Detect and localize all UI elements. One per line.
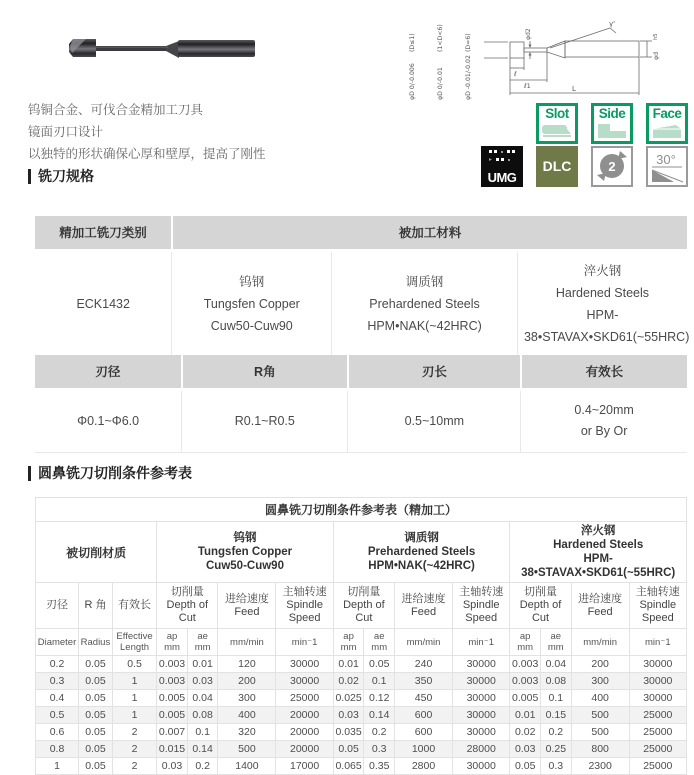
material-zh: 调质钢 bbox=[405, 274, 444, 289]
cutting-data-cell: 1 bbox=[36, 758, 79, 775]
cutting-data-cell: 500 bbox=[571, 707, 629, 724]
col-depth-of-cut: 切削量 Depth of Cut bbox=[510, 583, 571, 629]
col-spindle-speed: 主轴转速 Spindle Speed bbox=[276, 583, 333, 629]
unit-speed: min⁻1 bbox=[453, 629, 510, 656]
table1-header-type: 精加工铣刀类别 bbox=[35, 216, 172, 250]
ct-title-row bbox=[36, 498, 687, 522]
cutting-data-cell: 0.4 bbox=[36, 690, 79, 707]
edge-diameter-range: Φ0.1~Φ6.0 bbox=[35, 389, 182, 452]
cutting-data-row bbox=[36, 656, 687, 673]
cutting-data-cell: 30000 bbox=[453, 724, 510, 741]
cutting-data-cell: 0.02 bbox=[333, 673, 364, 690]
edge-length-range: 0.5~10mm bbox=[348, 389, 521, 452]
cutting-data-cell: 0.08 bbox=[541, 673, 572, 690]
cutting-data-cell: 30000 bbox=[629, 673, 686, 690]
overall-length-label: L bbox=[572, 85, 576, 93]
cutting-data-cell: 0.05 bbox=[79, 758, 113, 775]
cutting-data-row bbox=[36, 690, 687, 707]
workpiece-material-header: 被切削材质 bbox=[36, 522, 157, 583]
cutting-data-cell: 0.003 bbox=[157, 673, 188, 690]
material-group-header: 调质钢 Prehardened Steels HPM•NAK(~42HRC) bbox=[333, 522, 510, 583]
umg-pattern-icon bbox=[481, 146, 523, 166]
cutting-data-cell: 0.08 bbox=[187, 707, 218, 724]
unit-speed: min⁻1 bbox=[629, 629, 686, 656]
col-radius-en: Radius bbox=[79, 629, 113, 656]
cutting-data-cell: 0.03 bbox=[333, 707, 364, 724]
cutting-data-cell: 0.05 bbox=[79, 656, 113, 673]
col-depth-of-cut: 切削量 Depth of Cut bbox=[333, 583, 394, 629]
tolerance-note-1: (D≤1) bbox=[409, 33, 416, 52]
cutting-data-cell: 0.035 bbox=[333, 724, 364, 741]
effective-length-line1: 0.4~20mm bbox=[574, 403, 634, 417]
badge-side bbox=[591, 103, 633, 144]
material-group-header: 钨钢 Tungsfen Copper Cuw50-Cuw90 bbox=[157, 522, 334, 583]
material-grade: HPM-38•STAVAX•SKD61(~55HRC) bbox=[523, 307, 690, 344]
cutting-data-cell: 0.6 bbox=[36, 724, 79, 741]
cutting-data-cell: 25000 bbox=[629, 707, 686, 724]
cutting-data-cell: 0.5 bbox=[112, 656, 156, 673]
badge-angle-label: 30° bbox=[656, 152, 676, 167]
cutting-data-cell: 0.01 bbox=[187, 656, 218, 673]
cutting-data-cell: 400 bbox=[571, 690, 629, 707]
cutting-data-cell: 30000 bbox=[276, 656, 333, 673]
cutting-data-cell: 0.05 bbox=[79, 724, 113, 741]
effective-length-range bbox=[521, 389, 687, 452]
col-feed: 进给速度 Feed bbox=[395, 583, 453, 629]
header-effective-length: 有效长 bbox=[521, 355, 687, 389]
material-en: Tungsfen Copper bbox=[203, 296, 300, 311]
badge-dlc-label: DLC bbox=[542, 158, 572, 174]
cutting-data-cell: 500 bbox=[218, 741, 276, 758]
cutting-data-cell: 300 bbox=[571, 673, 629, 690]
material-cell-3 bbox=[517, 250, 690, 356]
shank-outline bbox=[565, 41, 639, 57]
cutting-data-cell: 0.005 bbox=[157, 690, 188, 707]
material-zh: 钨钢 bbox=[239, 274, 265, 289]
tolerance-value-3: φD -0.01/-0.02 bbox=[465, 55, 472, 100]
cutting-data-cell: 0.02 bbox=[510, 724, 541, 741]
cutting-data-cell: 30000 bbox=[453, 707, 510, 724]
cutting-data-cell: 1 bbox=[112, 673, 156, 690]
cutter-head-outline bbox=[510, 42, 524, 58]
cutting-data-cell: 2 bbox=[112, 724, 156, 741]
cutting-data-cell: 0.003 bbox=[510, 656, 541, 673]
cutting-data-cell: 800 bbox=[571, 741, 629, 758]
cutting-data-cell: 200 bbox=[571, 656, 629, 673]
cutting-data-cell: 2 bbox=[112, 741, 156, 758]
cutting-data-cell: 30000 bbox=[453, 656, 510, 673]
cutting-data-cell: 0.005 bbox=[157, 707, 188, 724]
cutting-data-cell: 0.003 bbox=[157, 656, 188, 673]
technical-drawing bbox=[402, 8, 694, 106]
cutting-data-cell: 20000 bbox=[276, 724, 333, 741]
cutting-data-cell: 0.1 bbox=[541, 690, 572, 707]
effective-length-line2: or By Or bbox=[580, 424, 628, 438]
col-spindle-speed: 主轴转速 Spindle Speed bbox=[453, 583, 510, 629]
angle-30-icon bbox=[649, 149, 685, 184]
unit-speed: min⁻1 bbox=[276, 629, 333, 656]
badge-slot-label: Slot bbox=[545, 106, 569, 121]
cutting-data-cell: 0.25 bbox=[541, 741, 572, 758]
corner-radius-range: R0.1~R0.5 bbox=[182, 389, 348, 452]
unit-ae: ae mm bbox=[187, 629, 218, 656]
cutting-data-cell: 30000 bbox=[276, 673, 333, 690]
cutting-data-row bbox=[36, 673, 687, 690]
cutting-data-cell: 0.05 bbox=[79, 741, 113, 758]
tolerance-value-2: φD 0/-0.01 bbox=[437, 67, 444, 100]
cutting-data-cell: 30000 bbox=[453, 758, 510, 775]
cutting-data-cell: 17000 bbox=[276, 758, 333, 775]
cutting-data-cell: 30000 bbox=[629, 656, 686, 673]
cutting-data-cell: 350 bbox=[395, 673, 453, 690]
face-icon bbox=[651, 123, 683, 139]
cutting-data-cell: 600 bbox=[395, 707, 453, 724]
description-line: 以独特的形状确保心厚和壁厚，提高了刚性 bbox=[28, 147, 266, 161]
tolerance-note-3: (D=6) bbox=[465, 33, 472, 52]
cutting-data-cell: 300 bbox=[218, 690, 276, 707]
product-photo bbox=[60, 28, 260, 72]
badge-slot bbox=[536, 103, 578, 144]
neck-outline bbox=[524, 48, 547, 52]
cutting-data-cell: 0.8 bbox=[36, 741, 79, 758]
cutting-data-cell: 0.14 bbox=[187, 741, 218, 758]
cutting-data-cell: 0.03 bbox=[187, 673, 218, 690]
cutting-data-cell: 0.05 bbox=[364, 656, 395, 673]
cutting-data-cell: 0.03 bbox=[510, 741, 541, 758]
cutting-conditions-table bbox=[35, 497, 687, 775]
cutting-data-cell: 0.04 bbox=[541, 656, 572, 673]
table2-header-row bbox=[35, 355, 687, 389]
unit-ae: ae mm bbox=[364, 629, 395, 656]
badge-dlc bbox=[536, 146, 578, 187]
unit-ap: ap mm bbox=[157, 629, 188, 656]
cutting-data-row bbox=[36, 724, 687, 741]
cutting-data-cell: 0.065 bbox=[333, 758, 364, 775]
col-feed: 进给速度 Feed bbox=[218, 583, 276, 629]
cutting-data-cell: 2 bbox=[112, 758, 156, 775]
header-edge-length: 刃长 bbox=[348, 355, 521, 389]
cutting-data-cell: 0.05 bbox=[79, 673, 113, 690]
unit-ap: ap mm bbox=[510, 629, 541, 656]
shank-tolerance-label: h5 bbox=[653, 33, 659, 40]
unit-feed: mm/min bbox=[395, 629, 453, 656]
section-title-cutting: 圆鼻铣刀切削条件参考表 bbox=[28, 466, 192, 481]
cutting-data-cell: 0.2 bbox=[187, 758, 218, 775]
cutting-data-cell: 25000 bbox=[629, 758, 686, 775]
cutting-data-cell: 0.3 bbox=[364, 741, 395, 758]
badge-umg-label: UMG bbox=[487, 170, 517, 185]
cutting-data-cell: 0.35 bbox=[364, 758, 395, 775]
material-en: Hardened Steels bbox=[555, 285, 650, 300]
col-efflen-en: Effective Length bbox=[112, 629, 156, 656]
badge-face-label: Face bbox=[652, 106, 682, 121]
cutting-data-cell: 1000 bbox=[395, 741, 453, 758]
badge-flutes-label: 2 bbox=[608, 159, 616, 174]
cutting-data-cell: 0.05 bbox=[79, 690, 113, 707]
cutting-data-cell: 0.1 bbox=[187, 724, 218, 741]
cutting-data-cell: 0.3 bbox=[36, 673, 79, 690]
col-feed: 进给速度 Feed bbox=[571, 583, 629, 629]
taper-angle-label: γ' bbox=[609, 20, 616, 28]
cutting-data-cell: 0.05 bbox=[79, 707, 113, 724]
table1-body-row bbox=[35, 250, 687, 356]
cutter-type-table bbox=[35, 216, 690, 357]
material-grade: HPM•NAK(~42HRC) bbox=[367, 318, 482, 333]
side-icon bbox=[596, 123, 628, 139]
description-line: 镜面刃口设计 bbox=[28, 125, 104, 139]
badge-umg bbox=[481, 146, 523, 187]
flute-length-label: ℓ bbox=[514, 70, 517, 78]
cutting-data-cell: 0.03 bbox=[157, 758, 188, 775]
section-title-spec: 铣刀规格 bbox=[28, 169, 94, 184]
badge-flutes-2 bbox=[591, 146, 633, 187]
model-number: ECK1432 bbox=[35, 250, 172, 356]
tolerance-value-1: φD 0/-0.006 bbox=[409, 63, 416, 100]
cutting-data-cell: 0.3 bbox=[541, 758, 572, 775]
col-efflen-zh: 有效长 bbox=[112, 583, 156, 629]
col-diameter-zh: 刃径 bbox=[36, 583, 79, 629]
slot-icon bbox=[541, 123, 573, 139]
cutting-data-cell: 0.14 bbox=[364, 707, 395, 724]
cutting-data-cell: 30000 bbox=[453, 673, 510, 690]
col-diameter-en: Diameter bbox=[36, 629, 79, 656]
cutting-data-cell: 25000 bbox=[629, 741, 686, 758]
ct-material-row bbox=[36, 522, 687, 583]
header-edge-diameter: 刃径 bbox=[35, 355, 182, 389]
cutting-data-cell: 320 bbox=[218, 724, 276, 741]
cutting-data-row bbox=[36, 741, 687, 758]
cutting-data-row bbox=[36, 707, 687, 724]
cutting-data-cell: 20000 bbox=[276, 707, 333, 724]
table1-header-row bbox=[35, 216, 687, 250]
cutting-data-cell: 0.003 bbox=[510, 673, 541, 690]
cutting-data-cell: 28000 bbox=[453, 741, 510, 758]
material-cell-1 bbox=[172, 250, 332, 356]
cutting-data-cell: 0.01 bbox=[510, 707, 541, 724]
cutting-data-cell: 0.2 bbox=[541, 724, 572, 741]
cutting-data-cell: 500 bbox=[571, 724, 629, 741]
flute-count-icon bbox=[594, 149, 630, 184]
cutting-data-cell: 1400 bbox=[218, 758, 276, 775]
unit-feed: mm/min bbox=[571, 629, 629, 656]
cutting-data-cell: 0.2 bbox=[364, 724, 395, 741]
material-zh: 淬火钢 bbox=[583, 263, 622, 278]
col-depth-of-cut: 切削量 Depth of Cut bbox=[157, 583, 218, 629]
cutting-data-cell: 0.025 bbox=[333, 690, 364, 707]
cutting-data-cell: 2300 bbox=[571, 758, 629, 775]
badge-face bbox=[646, 103, 688, 144]
cutting-data-cell: 0.04 bbox=[187, 690, 218, 707]
cutting-data-cell: 25000 bbox=[276, 690, 333, 707]
end-mill-image bbox=[69, 39, 255, 58]
unit-feed: mm/min bbox=[218, 629, 276, 656]
badge-angle-30 bbox=[646, 146, 688, 187]
material-cell-2 bbox=[332, 250, 518, 356]
unit-ae: ae mm bbox=[541, 629, 572, 656]
cutting-data-cell: 0.05 bbox=[333, 741, 364, 758]
cutting-table-title: 圆鼻铣刀切削条件参考表（精加工） bbox=[36, 498, 687, 522]
cutting-data-cell: 200 bbox=[218, 673, 276, 690]
dimension-range-table bbox=[35, 355, 687, 453]
neck-diameter-label: φd2 bbox=[525, 28, 532, 40]
description-line: 钨铜合金、可伐合金精加工刀具 bbox=[28, 103, 204, 117]
ct-subheader-row bbox=[36, 583, 687, 629]
cutting-data-cell: 2800 bbox=[395, 758, 453, 775]
table2-body-row bbox=[35, 389, 687, 452]
cutting-data-cell: 240 bbox=[395, 656, 453, 673]
tolerance-note-2: (1<D<6) bbox=[437, 24, 444, 52]
cutting-data-cell: 30000 bbox=[629, 690, 686, 707]
material-group-header: 淬火钢 Hardened Steels HPM-38•STAVAX•SKD61(~55HRC) bbox=[510, 522, 687, 583]
header-corner-radius: R角 bbox=[182, 355, 348, 389]
col-spindle-speed: 主轴转速 Spindle Speed bbox=[629, 583, 686, 629]
cutting-data-cell: 1 bbox=[112, 707, 156, 724]
cutting-data-cell: 0.005 bbox=[510, 690, 541, 707]
cutting-data-cell: 30000 bbox=[453, 690, 510, 707]
cutting-data-cell: 0.15 bbox=[541, 707, 572, 724]
col-radius-zh: R 角 bbox=[79, 583, 113, 629]
cutting-data-row bbox=[36, 758, 687, 775]
capability-badges bbox=[536, 103, 688, 144]
cutting-data-cell: 0.01 bbox=[333, 656, 364, 673]
cutting-data-cell: 120 bbox=[218, 656, 276, 673]
badge-side-label: Side bbox=[598, 106, 626, 121]
cutting-data-cell: 0.5 bbox=[36, 707, 79, 724]
ct-units-row bbox=[36, 629, 687, 656]
feature-badges bbox=[481, 146, 688, 187]
shank-diameter-label: φd bbox=[653, 51, 660, 60]
table1-header-material: 被加工材料 bbox=[172, 216, 687, 250]
neck-length-label: ℓ1 bbox=[524, 82, 531, 90]
product-description bbox=[28, 99, 266, 165]
cutting-data-cell: 600 bbox=[395, 724, 453, 741]
cutting-data-cell: 0.05 bbox=[510, 758, 541, 775]
cutting-data-cell: 0.12 bbox=[364, 690, 395, 707]
cutting-data-cell: 0.2 bbox=[36, 656, 79, 673]
cutting-data-cell: 0.015 bbox=[157, 741, 188, 758]
cutting-data-cell: 0.007 bbox=[157, 724, 188, 741]
cutting-data-cell: 0.1 bbox=[364, 673, 395, 690]
material-en: Prehardened Steels bbox=[369, 296, 480, 311]
unit-ap: ap mm bbox=[333, 629, 364, 656]
material-grade: Cuw50-Cuw90 bbox=[210, 318, 293, 333]
cutting-data-cell: 1 bbox=[112, 690, 156, 707]
cutting-data-cell: 25000 bbox=[629, 724, 686, 741]
cutting-data-cell: 450 bbox=[395, 690, 453, 707]
cutting-data-cell: 20000 bbox=[276, 741, 333, 758]
cutting-data-cell: 400 bbox=[218, 707, 276, 724]
